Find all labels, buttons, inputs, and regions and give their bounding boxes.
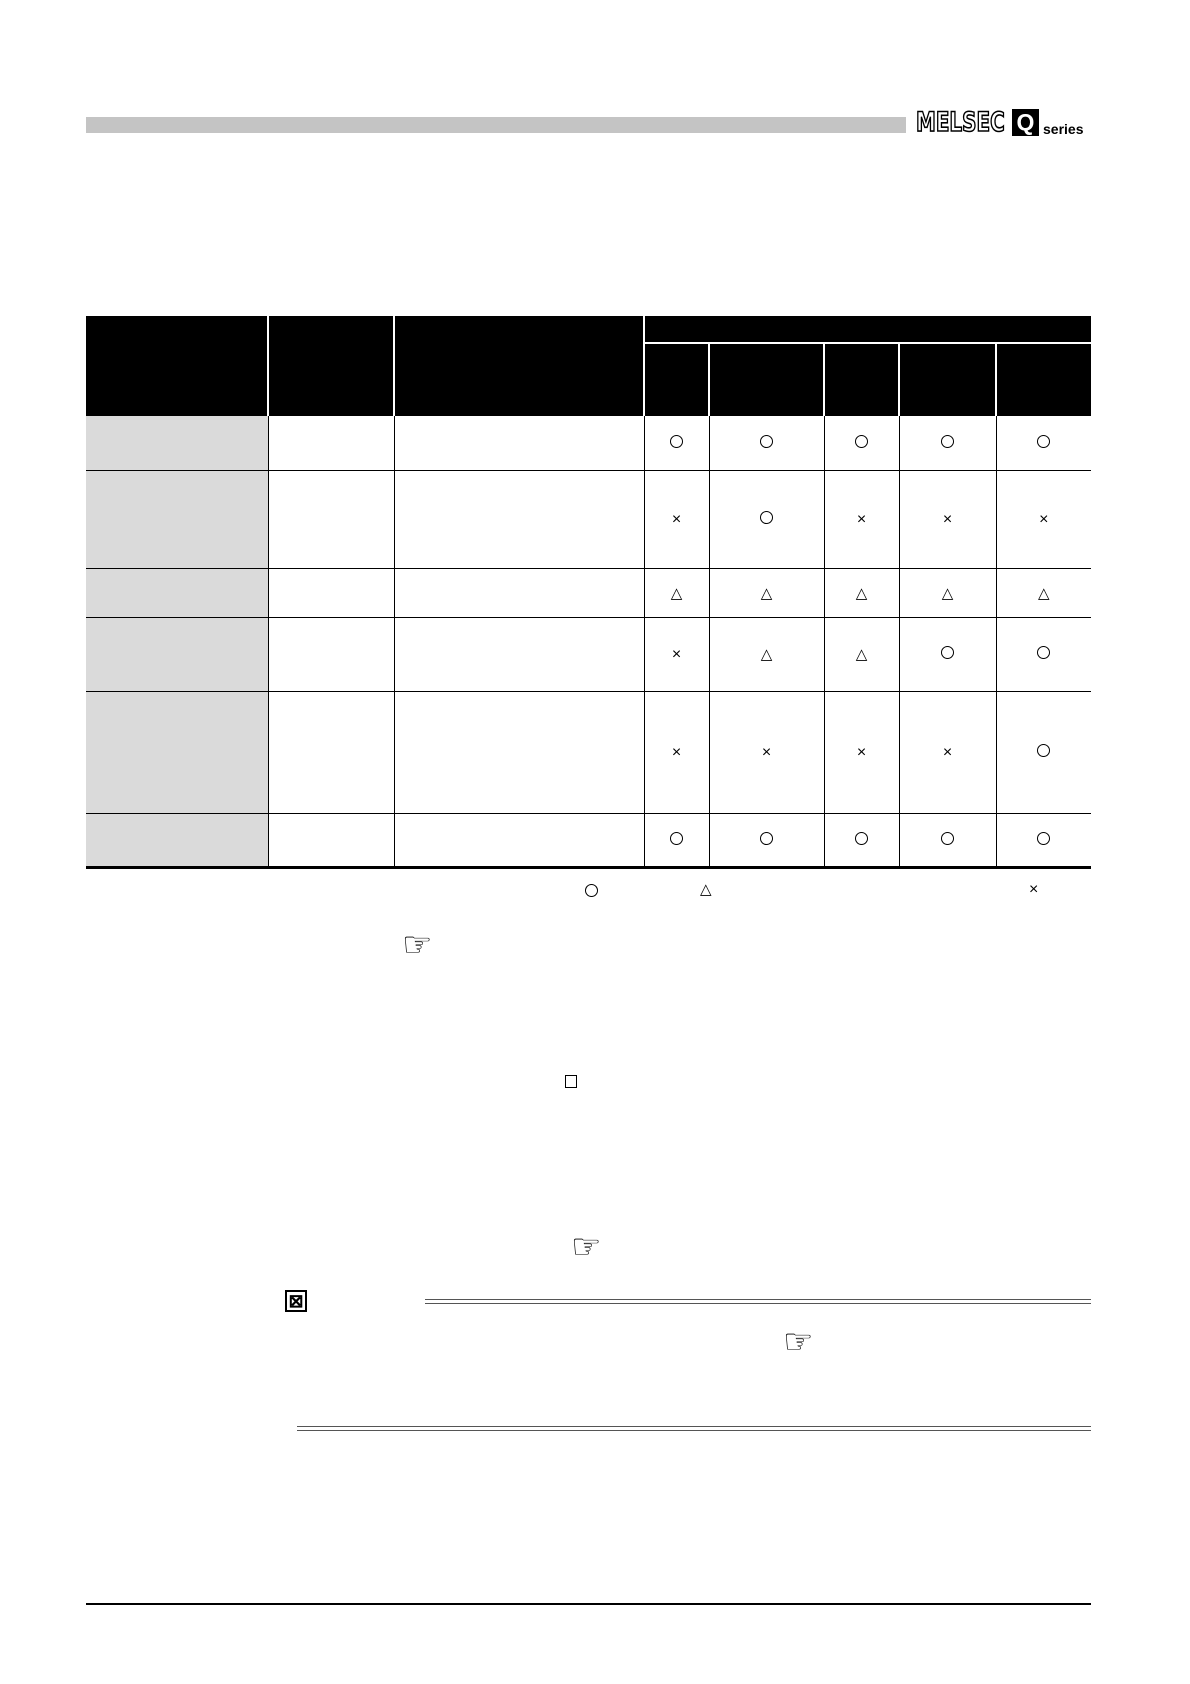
table-cell	[394, 617, 644, 691]
header-cell-2	[268, 316, 394, 416]
table-cell	[394, 416, 644, 470]
mark-cell	[996, 470, 1091, 568]
table-cell	[268, 691, 394, 813]
triangle-mark: △	[760, 646, 773, 663]
x-mark: ×	[856, 511, 867, 528]
table-cell	[268, 470, 394, 568]
table-row	[86, 691, 1091, 813]
row-header-cell	[86, 691, 268, 813]
logo-q-badge: Q	[1012, 109, 1039, 136]
mark-cell	[644, 617, 709, 691]
mark-cell	[996, 416, 1091, 470]
mark-cell	[709, 470, 824, 568]
mark-cell	[824, 568, 899, 617]
mark-cell	[824, 617, 899, 691]
table-cell	[394, 470, 644, 568]
circle-mark	[855, 435, 868, 448]
header-subcell-3	[824, 343, 899, 416]
legend-circle-mark	[585, 884, 598, 902]
table-cell	[394, 813, 644, 867]
table-cell	[268, 568, 394, 617]
table-row	[86, 416, 1091, 470]
circle-mark	[855, 832, 868, 845]
triangle-mark: △	[941, 584, 954, 602]
mark-cell	[644, 470, 709, 568]
mark-cell	[644, 691, 709, 813]
row-header-cell	[86, 813, 268, 867]
mark-cell	[709, 568, 824, 617]
header-subcell-1	[644, 343, 709, 416]
circle-mark	[670, 832, 683, 845]
table-row	[86, 813, 1091, 867]
circle-mark	[1037, 832, 1050, 845]
table-row	[86, 617, 1091, 691]
mark-cell	[709, 617, 824, 691]
circle-mark	[1037, 646, 1050, 659]
pointing-hand-icon: ☞	[402, 926, 433, 964]
circle-mark	[1037, 744, 1050, 757]
header-cell-1	[86, 316, 268, 416]
mark-cell	[824, 416, 899, 470]
triangle-mark: △	[1038, 584, 1050, 602]
table-cell	[394, 568, 644, 617]
mark-cell	[824, 470, 899, 568]
header-subcell-2	[709, 343, 824, 416]
mark-cell	[709, 813, 824, 867]
square-icon	[565, 1075, 577, 1088]
x-mark: ×	[942, 511, 953, 528]
x-mark: ×	[671, 646, 682, 663]
mark-cell	[996, 813, 1091, 867]
mark-cell	[709, 416, 824, 470]
circle-mark	[941, 646, 954, 659]
mark-cell	[644, 813, 709, 867]
comparison-table	[86, 316, 1091, 869]
header-subcell-4	[899, 343, 996, 416]
triangle-mark: △	[855, 646, 868, 663]
circle-mark	[1037, 435, 1050, 448]
mark-cell	[996, 617, 1091, 691]
mark-cell	[899, 416, 996, 470]
mark-cell	[824, 813, 899, 867]
table-cell	[394, 691, 644, 813]
pointing-hand-icon: ☞	[571, 1228, 602, 1266]
mark-cell	[899, 617, 996, 691]
mark-cell	[899, 470, 996, 568]
mark-cell	[709, 691, 824, 813]
melsec-q-series-logo	[916, 106, 1083, 136]
row-header-cell	[86, 416, 268, 470]
x-mark: ×	[1039, 511, 1049, 528]
mark-cell	[899, 691, 996, 813]
pointing-hand-icon: ☞	[783, 1323, 814, 1361]
circle-mark	[941, 832, 954, 845]
x-mark: ×	[671, 511, 682, 528]
table-cell	[268, 617, 394, 691]
header-group-cell	[644, 316, 1091, 343]
table-row	[86, 568, 1091, 617]
circle-mark	[670, 435, 683, 448]
row-header-cell	[86, 617, 268, 691]
x-mark: ×	[856, 744, 867, 761]
row-header-cell	[86, 568, 268, 617]
point-bottom-rule	[297, 1426, 1091, 1431]
triangle-mark: △	[760, 584, 773, 602]
triangle-mark: △	[855, 584, 868, 602]
header-cell-3	[394, 316, 644, 416]
circle-mark	[760, 435, 773, 448]
mark-cell	[644, 416, 709, 470]
circle-mark	[760, 832, 773, 845]
triangle-mark: △	[670, 584, 683, 602]
legend-triangle-mark: △	[700, 881, 712, 898]
circle-mark	[941, 435, 954, 448]
mark-cell	[824, 691, 899, 813]
point-icon: ⊠	[285, 1290, 307, 1312]
footer-rule	[86, 1603, 1091, 1605]
x-mark: ×	[671, 744, 682, 761]
logo-word: MELSEC	[916, 107, 1005, 138]
x-mark: ×	[761, 744, 772, 761]
table-cell	[268, 416, 394, 470]
legend-x-mark: ×	[1029, 881, 1039, 898]
point-top-rule	[425, 1299, 1091, 1304]
table-body	[86, 416, 1091, 867]
row-header-cell	[86, 470, 268, 568]
mark-cell	[996, 691, 1091, 813]
table-row	[86, 470, 1091, 568]
circle-mark	[760, 511, 773, 524]
header-bar	[86, 117, 906, 133]
x-mark: ×	[942, 744, 953, 761]
logo-series: series	[1043, 121, 1084, 137]
mark-cell	[996, 568, 1091, 617]
mark-cell	[899, 568, 996, 617]
mark-cell	[644, 568, 709, 617]
table-cell	[268, 813, 394, 867]
header-subcell-5	[996, 343, 1091, 416]
mark-cell	[899, 813, 996, 867]
